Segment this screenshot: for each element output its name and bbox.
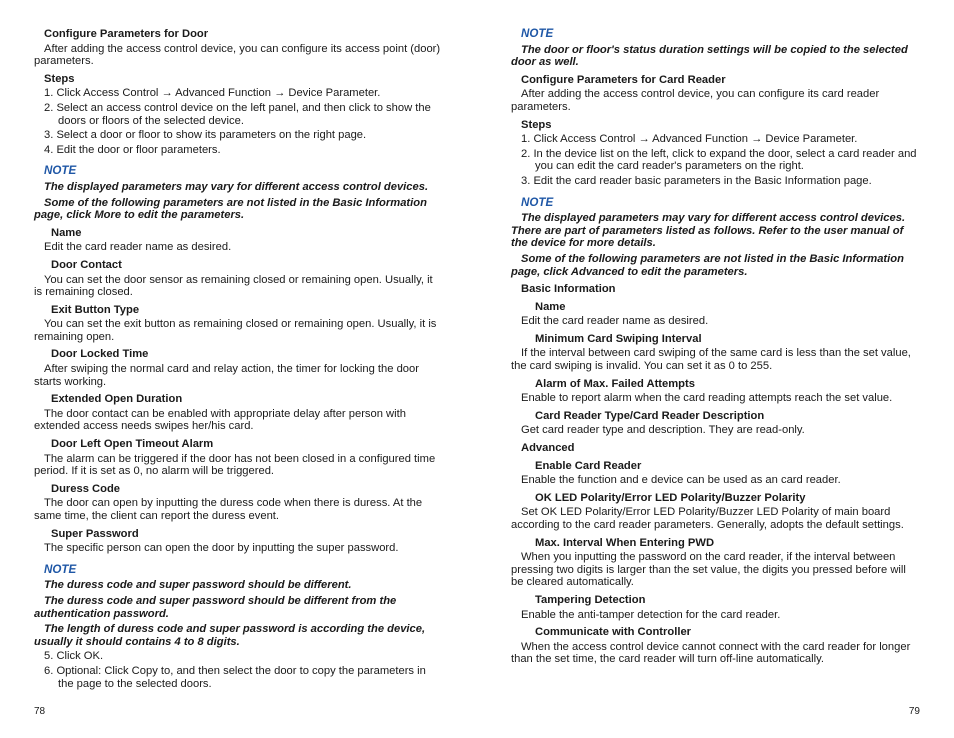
parameter-heading: Name [51,226,82,239]
parameter-heading: Minimum Card Swiping Interval [535,332,702,345]
step-item: 1. Click Access Control → Advanced Function → Device Parameter. [521,133,858,146]
parameter-heading: Door Left Open Timeout Alarm [51,438,214,451]
parameter-heading: Duress Code [51,482,121,495]
left-page [34,28,442,690]
note-text: The duress code and super password should be different from the authentication password. [34,594,397,620]
section-heading: Configure Parameters for Door [44,28,209,40]
section-heading: Steps [44,72,75,85]
parameter-heading: Door Contact [51,258,122,271]
parameter-heading: Alarm of Max. Failed Attempts [535,377,695,390]
paragraph: Enable the anti-tamper detection for the card reader. [521,608,781,621]
note-text: Some of the following parameters are not listed in the Basic Information page, click More to edit the parameters. [34,196,427,222]
note-text: The displayed parameters may vary for different access control devices. There are part of parameters listed as follows. Refer to the user manual of the device for more details. [511,212,906,250]
note-label: NOTE [44,164,77,178]
paragraph: After adding the access control device, you can configure its card reader parameters. [511,88,880,113]
section-heading: Steps [521,118,552,131]
paragraph: When you inputting the password on the card reader, if the interval between pressing two digits is larger than the set value, the digits you pressed before will be cleared automatically. [511,551,906,589]
step-item: 6. Optional: Click Copy to, and then select the door to copy the parameters in the page to the selected doors. [44,664,426,690]
page-number-right: 79 [908,706,920,717]
paragraph: Set OK LED Polarity/Error LED Polarity/Buzzer LED Polarity of main board according to the card reader parameters. Generally, adopts the default settings. [511,506,904,531]
note-text: The duress code and super password should be different. [44,579,352,592]
parameter-heading: Card Reader Type/Card Reader Description [535,409,765,422]
note-label: NOTE [44,562,77,576]
paragraph: Edit the card reader name as desired. [521,315,709,328]
paragraph: The alarm can be triggered if the door has not been closed in a configured time period. If it is set as 0, no alarm will be triggered. [34,452,436,478]
section-heading: Basic Information [521,283,616,296]
paragraph: The door can open by inputting the duress code when there is duress. At the same time, the client can report the duress event. [34,497,423,522]
note-text: The displayed parameters may vary for different access control devices. [44,180,429,193]
page-number-left: 78 [34,706,46,717]
paragraph: Edit the card reader name as desired. [44,241,232,254]
paragraph: You can set the door sensor as remaining closed or remaining open. Usually, it is remaining closed. [34,273,433,299]
note-text: Some of the following parameters are not listed in the Basic Information page, click Advanced to edit the parameters. [511,252,904,278]
note-label: NOTE [521,195,554,209]
paragraph: Enable the function and e device can be used as an card reader. [521,474,841,487]
paragraph: The specific person can open the door by inputting the super password. [44,542,399,555]
parameter-heading: Extended Open Duration [51,393,183,406]
note-text: The door or floor's status duration settings will be copied to the selected door as well. [511,43,908,69]
right-page [511,28,919,666]
step-item: 4. Edit the door or floor parameters. [44,143,221,156]
paragraph: If the interval between card swiping of the same card is less than the set value, the card swiping is invalid. You can set it as 0 to 255. [511,347,911,373]
paragraph: After swiping the normal card and relay action, the timer for locking the door starts working. [34,363,419,388]
note-text: The length of duress code and super password is according the device, usually it should contains 4 to 8 digits. [34,623,426,648]
section-heading: Configure Parameters for Card Reader [521,73,726,86]
step-item: 3. Select a door or floor to show its parameters on the right page. [44,129,367,142]
paragraph: You can set the exit button as remaining closed or remaining open. Usually, it is remaining open. [34,318,437,343]
parameter-heading: Door Locked Time [51,348,149,361]
paragraph: When the access control device cannot connect with the card reader for longer than the set time, the card reader will turn off-line automatically. [511,640,911,666]
step-item: 1. Click Access Control → Advanced Function → Device Parameter. [44,87,381,100]
step-item: 2. In the device list on the left, click to expand the door, select a card reader and you can edit the card reader's parameters on the right. [521,147,917,173]
paragraph: The door contact can be enabled with appropriate delay after person with extended access needs swipes her/his card. [34,407,406,433]
paragraph: After adding the access control device, you can configure its access point (door) parameters. [34,42,441,68]
section-heading: Advanced [521,442,575,455]
parameter-heading: Max. Interval When Entering PWD [535,536,715,549]
paragraph: Get card reader type and description. They are read-only. [521,424,805,437]
parameter-heading: Tampering Detection [535,593,646,606]
parameter-heading: OK LED Polarity/Error LED Polarity/Buzzer Polarity [535,491,806,504]
paragraph: Enable to report alarm when the card reading attempts reach the set value. [521,392,893,405]
parameter-heading: Communicate with Controller [535,626,692,639]
parameter-heading: Exit Button Type [51,303,140,316]
step-item: 2. Select an access control device on the left panel, and then click to show the doors or floors of the selected device. [44,101,431,127]
step-item: 3. Edit the card reader basic parameters in the Basic Information page. [521,174,872,187]
parameter-heading: Super Password [51,527,139,540]
note-label: NOTE [521,27,554,40]
parameter-heading: Name [535,300,566,313]
step-item: 5. Click OK. [44,650,104,663]
parameter-heading: Enable Card Reader [535,459,642,472]
